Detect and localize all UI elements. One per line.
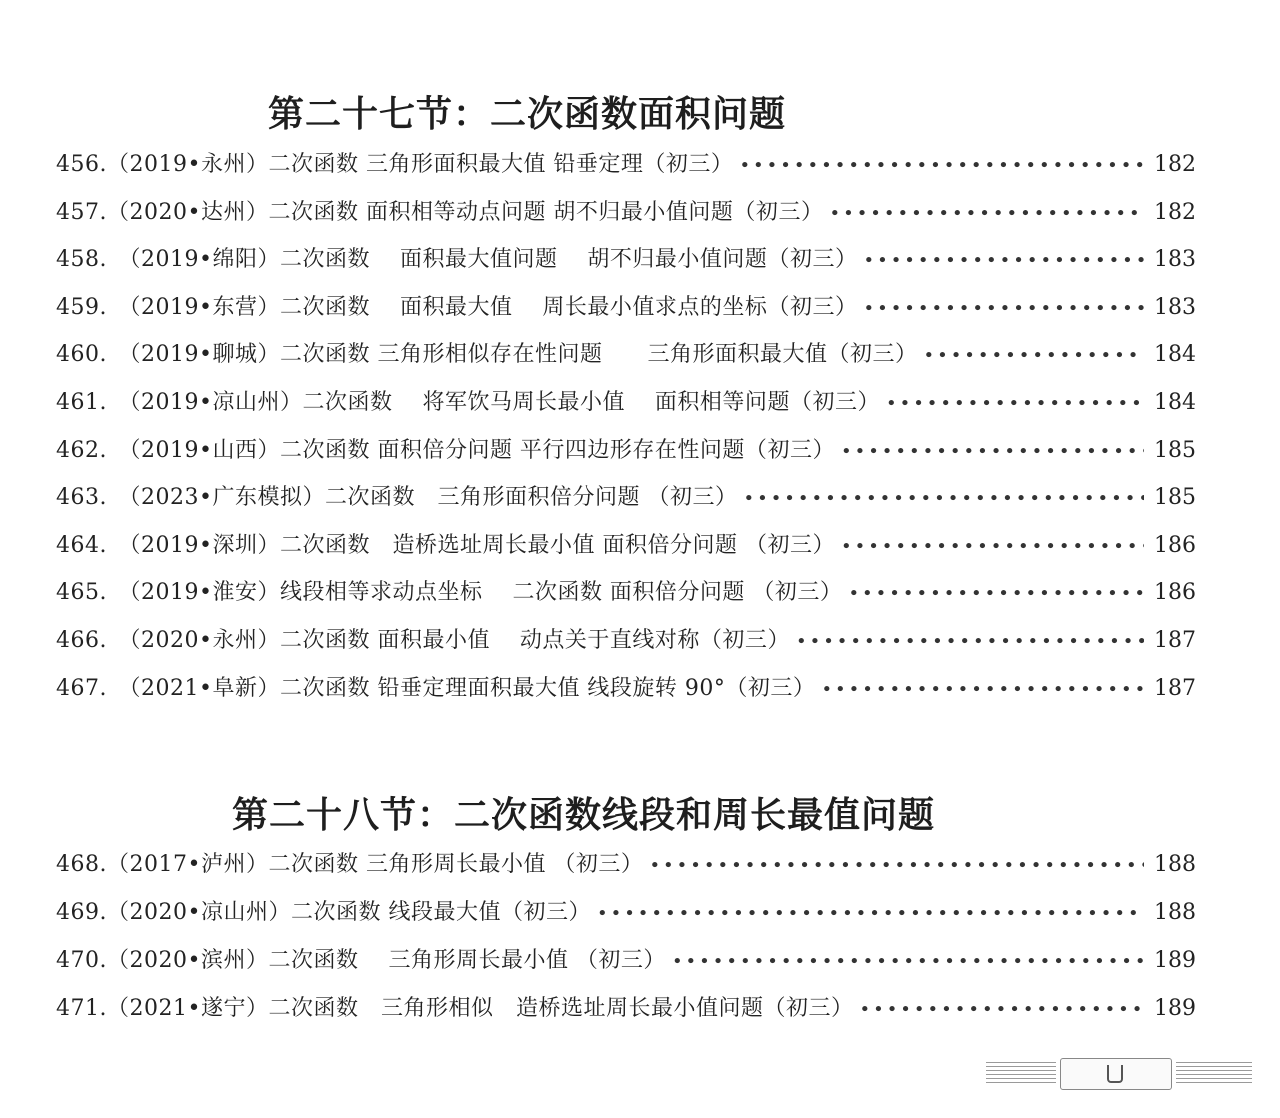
- toc-page-number: 189: [1154, 996, 1196, 1021]
- leader-dots: [859, 992, 1144, 1028]
- toc-entry-465[interactable]: [56, 575, 1196, 623]
- section-title-27: 第二十七节：二次函数面积问题: [268, 94, 787, 135]
- toc-entry-text: 466. （2020•永州）二次函数 面积最小值 动点关于直线对称（初三）: [56, 627, 790, 653]
- toc-entry-text: 469.（2020•凉山州）二次函数 线段最大值（初三）: [56, 900, 591, 925]
- handle-icon: [1107, 1065, 1123, 1083]
- toc-list-section-27: [56, 147, 1196, 718]
- toc-page-number: 188: [1154, 900, 1196, 925]
- toc-entry-463[interactable]: [56, 480, 1196, 528]
- toc-entry-text: 462. （2019•山西）二次函数 面积倍分问题 平行四边形存在性问题（初三）: [56, 437, 835, 463]
- toc-entry-462[interactable]: [56, 433, 1196, 481]
- toc-entry-text: 471.（2021•遂宁）二次函数 三角形相似 造桥选址周长最小值问题（初三）: [56, 996, 854, 1021]
- leader-dots: [923, 338, 1144, 374]
- toc-entry-469[interactable]: [56, 895, 1196, 943]
- leader-dots: [649, 848, 1144, 884]
- toc-entry-text: 467. （2021•阜新）二次函数 铅垂定理面积最大值 线段旋转 90°（初三）: [56, 675, 816, 701]
- leader-dots: [821, 672, 1144, 708]
- toc-page-number: 184: [1154, 342, 1196, 368]
- toc-entry-text: 468.（2017•泸州）二次函数 三角形周长最小值 （初三）: [56, 852, 644, 877]
- leader-dots: [848, 576, 1144, 612]
- toc-entry-458[interactable]: [56, 242, 1196, 290]
- leader-dots: [672, 944, 1144, 980]
- toc-entry-text: 459. （2019•东营）二次函数 面积最大值 周长最小值求点的坐标（初三）: [56, 294, 858, 320]
- toc-page-number: 183: [1154, 294, 1196, 320]
- toc-page-number: 187: [1154, 627, 1196, 653]
- toc-entry-text: 464. （2019•深圳）二次函数 造桥选址周长最小值 面积倍分问题 （初三）: [56, 532, 835, 558]
- toc-page-number: 185: [1154, 485, 1196, 511]
- scroll-slider[interactable]: [986, 1058, 1252, 1088]
- toc-page-number: 182: [1154, 199, 1196, 225]
- slider-track-right: [1176, 1062, 1252, 1084]
- leader-dots: [829, 196, 1144, 232]
- toc-page-number: 184: [1154, 389, 1196, 415]
- toc-entry-467[interactable]: [56, 671, 1196, 719]
- slider-knob[interactable]: [1060, 1058, 1172, 1090]
- toc-entry-text: 470.（2020•滨州）二次函数 三角形周长最小值 （初三）: [56, 948, 666, 973]
- slider-track-left: [986, 1062, 1056, 1084]
- toc-entry-457[interactable]: [56, 195, 1196, 243]
- toc-list-section-28: [56, 847, 1196, 1039]
- leader-dots: [841, 529, 1144, 565]
- toc-entry-456[interactable]: [56, 147, 1196, 195]
- leader-dots: [841, 434, 1144, 470]
- toc-page-number: 188: [1154, 852, 1196, 877]
- toc-entry-470[interactable]: [56, 943, 1196, 991]
- toc-entry-460[interactable]: [56, 337, 1196, 385]
- toc-entry-text: 456.（2019•永州）二次函数 三角形面积最大值 铅垂定理（初三）: [56, 152, 734, 177]
- leader-dots: [597, 896, 1144, 932]
- toc-entry-466[interactable]: [56, 623, 1196, 671]
- toc-entry-text: 463. （2023•广东模拟）二次函数 三角形面积倍分问题 （初三）: [56, 485, 738, 511]
- toc-entry-471[interactable]: [56, 991, 1196, 1039]
- toc-page-number: 182: [1154, 152, 1196, 177]
- toc-entry-468[interactable]: [56, 847, 1196, 895]
- toc-page-number: 187: [1154, 675, 1196, 701]
- leader-dots: [863, 291, 1144, 327]
- toc-entry-461[interactable]: [56, 385, 1196, 433]
- leader-dots: [796, 624, 1144, 660]
- toc-page-number: 186: [1154, 580, 1196, 606]
- toc-page-number: 185: [1154, 437, 1196, 463]
- toc-page-number: 183: [1154, 247, 1196, 273]
- leader-dots: [743, 481, 1144, 517]
- leader-dots: [739, 148, 1144, 184]
- section-title-28: 第二十八节：二次函数线段和周长最值问题: [232, 795, 936, 836]
- toc-entry-text: 458. （2019•绵阳）二次函数 面积最大值问题 胡不归最小值问题（初三）: [56, 247, 858, 273]
- leader-dots: [886, 386, 1144, 422]
- toc-entry-464[interactable]: [56, 528, 1196, 576]
- toc-page-number: 186: [1154, 532, 1196, 558]
- toc-entry-text: 461. （2019•凉山州）二次函数 将军饮马周长最小值 面积相等问题（初三）: [56, 389, 880, 415]
- toc-entry-text: 465. （2019•淮安）线段相等求动点坐标 二次函数 面积倍分问题 （初三）: [56, 580, 843, 606]
- leader-dots: [863, 243, 1144, 279]
- toc-entry-text: 457.（2020•达州）二次函数 面积相等动点问题 胡不归最小值问题（初三）: [56, 199, 824, 225]
- toc-page-number: 189: [1154, 948, 1196, 973]
- toc-entry-text: 460. （2019•聊城）二次函数 三角形相似存在性问题 三角形面积最大值（初三）: [56, 342, 918, 368]
- toc-entry-459[interactable]: [56, 290, 1196, 338]
